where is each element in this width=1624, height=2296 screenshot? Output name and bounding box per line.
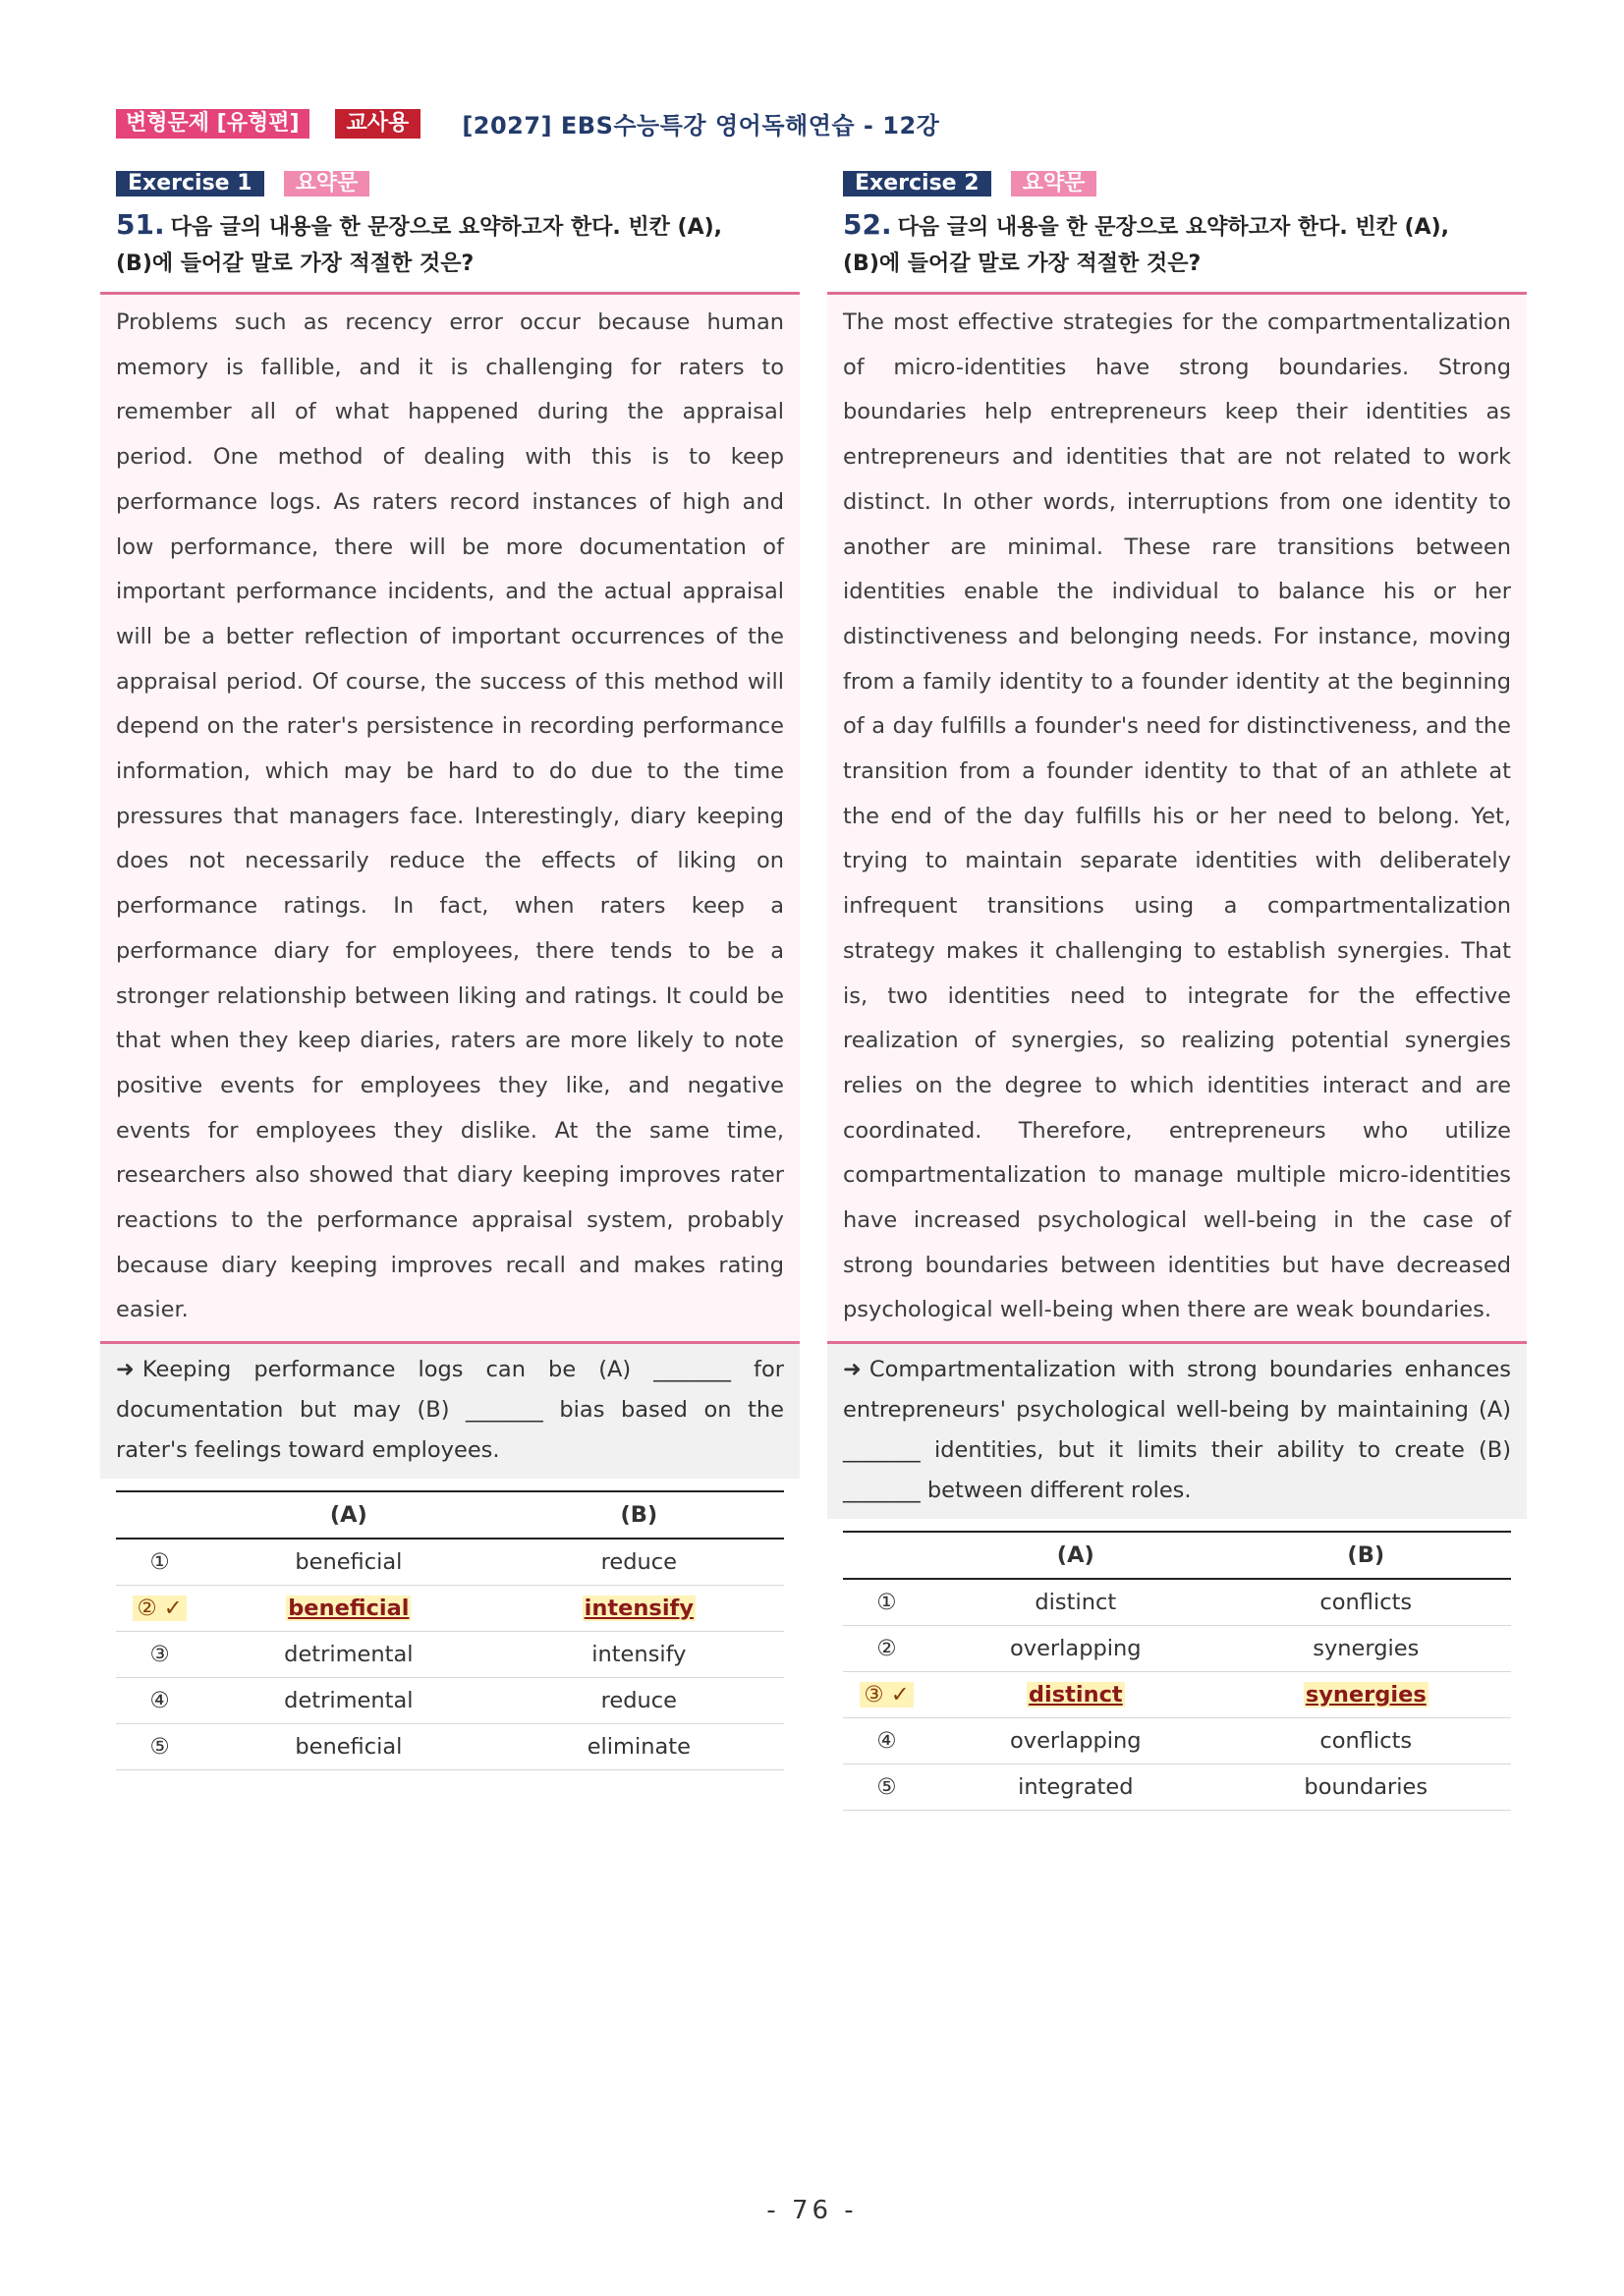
choice-b [1221,1672,1511,1718]
choice-a: overlapping [930,1626,1221,1672]
choice-row[interactable] [843,1626,1511,1672]
choice-a: distinct [930,1579,1221,1626]
question-text-line2: (B)에 들어갈 말로 가장 적절한 것은? [116,252,475,276]
choice-b: reduce [494,1678,784,1724]
choice-a [203,1586,494,1632]
choice-number: ② [843,1626,930,1672]
choice-a: beneficial [203,1724,494,1770]
document-title: [2027] EBS수능특강 영어독해연습 - 12강 [462,112,940,140]
header-a: (A) [930,1532,1221,1579]
choice-b: synergies [1221,1626,1511,1672]
question [116,206,800,282]
choice-row[interactable] [843,1764,1511,1811]
choice-number: ① [843,1579,930,1626]
correct-mark: ③ ✓ [860,1682,913,1708]
choice-row[interactable] [116,1678,784,1724]
question-text-line2: (B)에 들어갈 말로 가장 적절한 것은? [843,252,1202,276]
choice-b: boundaries [1221,1764,1511,1811]
choice-row[interactable] [843,1718,1511,1764]
exercise-type: 요약문 [1011,171,1097,196]
choice-a: beneficial [203,1539,494,1586]
header-a: (A) [203,1491,494,1539]
exercise-type: 요약문 [284,171,370,196]
passage: Problems such as recency error occur because human memory is fallible, and it is challenging for raters to remember all of what happened during the appraisal period. One method of dealing with this is to keep performance logs. As raters record instances of high and low performance, there will be more documentation of important performance incidents, and the actual appraisal will be a better reflection of important occurrences of the appraisal period. Of course, the success of this method will depend on the rater's persistence in recording performance information, which may be hard to do due to the time pressures that managers face. Interestingly, diary keeping does not necessarily reduce the effects of liking on performance ratings. In fact, when raters keep a performance diary for employees, there tends to be a stronger relationship between liking and ratings. It could be that when they keep diaries, raters are more likely to note positive events for employees they like, and negative events for employees they dislike. At the same time, researchers also showed that diary keeping improves rater reactions to the performance appraisal system, probably because diary keeping improves recall and makes rating easier. [100,292,800,1344]
choice-number: ④ [843,1718,930,1764]
exercise-2-heading [843,171,1527,196]
summary-text: Keeping performance logs can be (A) _______ for documentation but may (B) _______ bias based on the rater's feelings toward employees. [116,1357,784,1464]
choices-table [116,1490,784,1770]
choice-number [843,1672,930,1718]
summary-box [100,1344,800,1479]
header-num [116,1491,203,1539]
correct-answer-a: distinct [1028,1682,1123,1708]
correct-answer-b: synergies [1305,1682,1427,1708]
question-number: 52. [843,208,892,241]
exercise-1-heading [116,171,800,196]
question-text-line1: 다음 글의 내용을 한 문장으로 요약하고자 한다. 빈칸 (A), [897,215,1450,240]
choice-b: intensify [494,1632,784,1678]
exercise-1 [100,171,800,1770]
page-header [116,106,939,140]
summary-box [827,1344,1527,1519]
arrow-icon: ➜ [843,1357,862,1383]
question-number: 51. [116,208,165,241]
choice-b: conflicts [1221,1579,1511,1626]
choice-row[interactable] [116,1724,784,1770]
header-b: (B) [1221,1532,1511,1579]
choices-header [116,1491,784,1539]
type-tag: 변형문제 [유형편] [116,109,309,139]
summary-text: Compartmentalization with strong boundaries enhances entrepreneurs' psychological well-being by maintaining (A) _______ identities, but it limits their ability to create (B) _______ between different roles. [843,1357,1511,1504]
choice-a: detrimental [203,1632,494,1678]
choice-row-correct[interactable] [843,1672,1511,1718]
choice-number: ⑤ [116,1724,203,1770]
choice-a: overlapping [930,1718,1221,1764]
choice-b: reduce [494,1539,784,1586]
choice-row-correct[interactable] [116,1586,784,1632]
choice-number [116,1586,203,1632]
header-num [843,1532,930,1579]
question [843,206,1527,282]
correct-answer-a: beneficial [288,1596,410,1622]
exercise-label: Exercise 1 [116,171,264,196]
page-number: - 76 - [766,2196,858,2225]
choice-number: ③ [116,1632,203,1678]
choice-number: ⑤ [843,1764,930,1811]
choices-table [843,1531,1511,1811]
choice-row[interactable] [843,1579,1511,1626]
choice-b: eliminate [494,1724,784,1770]
choice-row[interactable] [116,1539,784,1586]
teacher-tag: 교사용 [335,109,421,139]
correct-mark: ② ✓ [133,1596,186,1621]
arrow-icon: ➜ [116,1357,135,1383]
choice-a: integrated [930,1764,1221,1811]
question-text-line1: 다음 글의 내용을 한 문장으로 요약하고자 한다. 빈칸 (A), [170,215,723,240]
choice-row[interactable] [116,1632,784,1678]
choice-number: ④ [116,1678,203,1724]
correct-answer-b: intensify [584,1596,694,1622]
exercise-label: Exercise 2 [843,171,991,196]
choice-b: conflicts [1221,1718,1511,1764]
choice-number: ① [116,1539,203,1586]
choice-a [930,1672,1221,1718]
choices-header [843,1532,1511,1579]
choice-b [494,1586,784,1632]
passage: The most effective strategies for the compartmentalization of micro-identities have strong boundaries. Strong boundaries help entrepreneurs keep their identities as entrepreneurs and identities that are not related to work distinct. In other words, interruptions from one identity to another are minimal. These rare transitions between identities enable the individual to balance his or her distinctiveness and belonging needs. For instance, moving from a family identity to a founder identity at the beginning of a day fulfills a founder's need for distinctiveness, and the transition from a founder identity to that of an athlete at the end of the day fulfills his or her need to belong. Yet, trying to maintain separate identities with deliberately infrequent transitions using a compartmentalization strategy makes it challenging to establish synergies. That is, two identities need to integrate for the effective realization of synergies, so realizing potential synergies relies on the degree to which identities interact and are coordinated. Therefore, entrepreneurs who utilize compartmentalization to manage multiple micro-identities have increased psychological well-being in the case of strong boundaries between identities but have decreased psychological well-being when there are weak boundaries. [827,292,1527,1344]
header-b: (B) [494,1491,784,1539]
choice-a: detrimental [203,1678,494,1724]
exercise-2 [827,171,1527,1811]
